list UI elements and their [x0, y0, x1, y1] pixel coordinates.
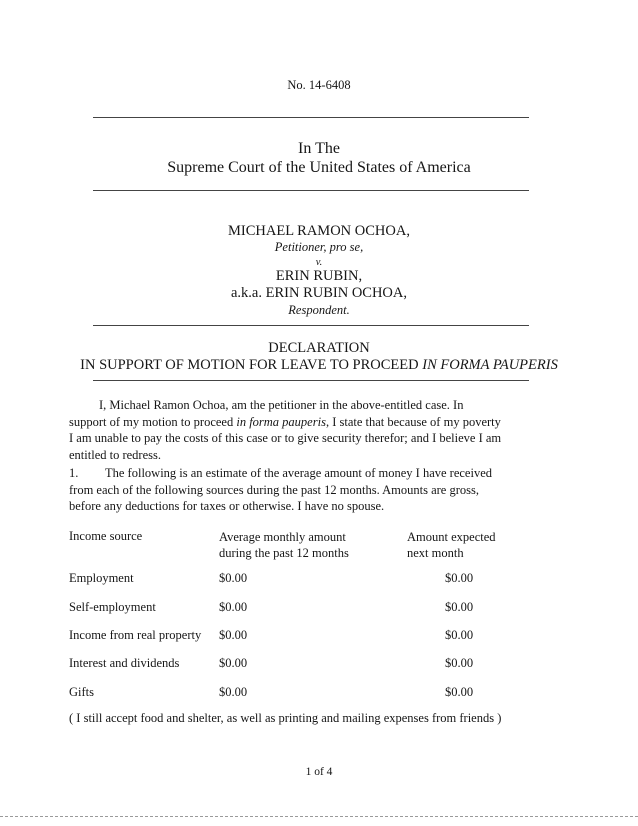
note-text: ( I still accept food and shelter, as well as printing and mailing expenses from friends ): [69, 711, 502, 725]
expected-amount-cell: $0.00: [445, 685, 474, 699]
title-prefix: IN SUPPORT OF MOTION FOR LEAVE TO PROCEED: [80, 357, 423, 373]
header-average-amount: [219, 529, 349, 561]
expected-amount-cell: $0.00: [445, 628, 474, 642]
intro-paragraph: [69, 397, 574, 463]
header-average-line: during the past 12 months: [219, 546, 349, 560]
divider: [93, 190, 529, 191]
average-amount-cell: $0.00: [219, 600, 248, 614]
section-1-paragraph: [69, 465, 574, 515]
intro-line: I am unable to pay the costs of this case or to give security therefor; and I believe I am: [69, 431, 502, 446]
section-text: The following is an estimate of the average amount of money I have received: [105, 466, 493, 480]
versus-label: v.: [315, 257, 323, 268]
title-italic: IN FORMA PAUPERIS: [422, 357, 558, 373]
average-amount-cell: $0.00: [219, 656, 248, 670]
court-heading-line1: In The: [298, 140, 340, 157]
income-source-cell: Gifts: [69, 685, 94, 699]
income-source-cell: Self-employment: [69, 600, 156, 614]
intro-line: I, Michael Ramon Ochoa, am the petitioner in the above-entitled case. In: [99, 398, 464, 412]
page-number: 1 of 4: [305, 766, 333, 778]
court-heading-line2: Supreme Court of the United States of America: [167, 159, 471, 176]
document-title-line2: [0, 357, 638, 374]
intro-text: support of my motion to proceed: [69, 414, 237, 429]
divider: [93, 325, 529, 326]
average-amount-cell: $0.00: [219, 685, 248, 699]
divider: [93, 380, 529, 381]
intro-line: [69, 414, 574, 431]
header-expected-line: next month: [407, 546, 464, 560]
average-amount-cell: $0.00: [219, 628, 248, 642]
section-line: [69, 465, 574, 482]
header-income-source: Income source: [69, 529, 143, 543]
intro-italic-phrase: in forma pauperis: [236, 414, 326, 429]
section-line: before any deductions for taxes or otherwise. I have no spouse.: [69, 499, 385, 514]
intro-text: , I state that because of my poverty: [325, 414, 501, 429]
respondent-name: ERIN RUBIN,: [275, 268, 363, 284]
petitioner-name: MICHAEL RAMON OCHOA,: [228, 223, 410, 239]
respondent-role: Respondent.: [288, 303, 350, 317]
expected-amount-cell: $0.00: [445, 571, 474, 585]
income-source-cell: Income from real property: [69, 628, 202, 642]
respondent-aka: a.k.a. ERIN RUBIN OCHOA,: [231, 285, 407, 301]
average-amount-cell: $0.00: [219, 571, 248, 585]
expected-amount-cell: $0.00: [445, 656, 474, 670]
intro-line: entitled to redress.: [69, 447, 161, 462]
income-source-cell: Interest and dividends: [69, 656, 180, 670]
expected-amount-cell: $0.00: [445, 600, 474, 614]
section-line: from each of the following sources during the past 12 months. Amounts are gross,: [69, 482, 479, 497]
document-title-line1: DECLARATION: [268, 340, 370, 356]
section-number: 1.: [69, 466, 79, 480]
case-number: No. 14-6408: [287, 78, 351, 92]
income-source-cell: Employment: [69, 571, 134, 585]
header-average-line: Average monthly amount: [219, 530, 346, 544]
scan-edge-line: [0, 816, 638, 817]
divider: [93, 117, 529, 118]
header-expected-amount: [407, 529, 496, 561]
header-expected-line: Amount expected: [407, 530, 496, 544]
petitioner-role: Petitioner, pro se,: [274, 240, 364, 254]
